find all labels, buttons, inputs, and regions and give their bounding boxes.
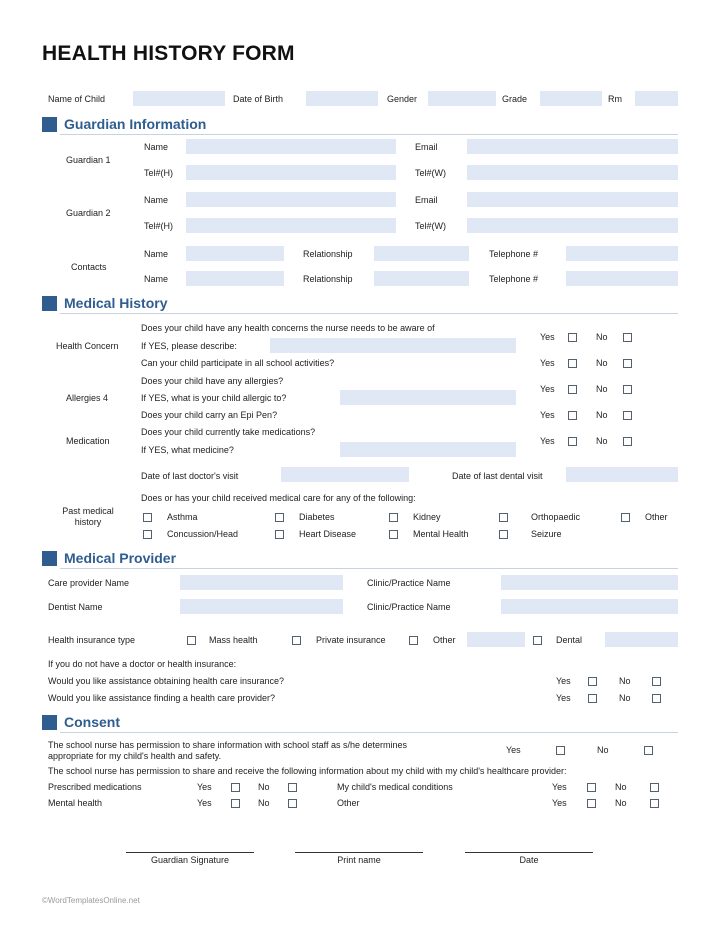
form-title: HEALTH HISTORY FORM (42, 42, 295, 65)
condition-label: Other (645, 512, 668, 522)
diabetes-checkbox[interactable] (275, 513, 284, 522)
describe-field[interactable] (270, 338, 516, 353)
q-epipen: Does your child carry an Epi Pen? (141, 410, 278, 420)
kidney-checkbox[interactable] (389, 513, 398, 522)
email-label: Email (415, 142, 438, 152)
contact2-relationship-field[interactable] (374, 271, 469, 286)
other-checkbox[interactable] (621, 513, 630, 522)
mental-health-label: Mental health (48, 798, 103, 808)
clinic-label: Clinic/Practice Name (367, 602, 451, 612)
footer-watermark: ©WordTemplatesOnline.net (42, 896, 140, 905)
rm-field[interactable] (635, 91, 678, 106)
child-name-field[interactable] (133, 91, 225, 106)
no-label: No (258, 798, 270, 808)
guardian2-email-field[interactable] (467, 192, 678, 207)
section-rule (60, 732, 678, 733)
allergies-label: Allergies 4 (66, 393, 109, 403)
section-marker (42, 715, 57, 730)
yes-label: Yes (540, 358, 555, 368)
consent-provider-text: The school nurse has permission to share and receive the following information about my child with my child's healthcare provider: (48, 766, 567, 776)
guardian-heading: Guardian Information (64, 116, 207, 132)
q-activities: Can your child participate in all school activities? (141, 358, 335, 368)
no-doctor-text: If you do not have a doctor or health insurance: (48, 659, 237, 669)
child-name-label: Name of Child (48, 94, 106, 104)
q-allergic-to: If YES, what is your child allergic to? (141, 393, 287, 403)
guardian1-label: Guardian 1 (66, 155, 111, 165)
q-allergies: Does your child have any allergies? (141, 376, 284, 386)
yes-label: Yes (540, 384, 555, 394)
asthma-checkbox[interactable] (143, 513, 152, 522)
activities-yes-checkbox[interactable] (568, 359, 577, 368)
doctor-visit-label: Date of last doctor's visit (141, 471, 239, 481)
yes-label: Yes (540, 436, 555, 446)
other-no-checkbox[interactable] (650, 799, 659, 808)
dental-label: Dental (556, 635, 583, 645)
date-line[interactable] (465, 852, 593, 853)
yes-label: Yes (556, 676, 571, 686)
no-label: No (596, 358, 608, 368)
tel-h-label: Tel#(H) (144, 168, 174, 178)
section-marker (42, 117, 57, 132)
email-label: Email (415, 195, 438, 205)
yes-label: Yes (552, 798, 567, 808)
epipen-no-checkbox[interactable] (623, 411, 632, 420)
no-label: No (596, 436, 608, 446)
gender-label: Gender (387, 94, 418, 104)
insurance-type-label: Health insurance type (48, 635, 136, 645)
dental-checkbox[interactable] (533, 636, 542, 645)
yes-label: Yes (506, 745, 521, 755)
print-name-label: Print name (337, 855, 381, 865)
name-label: Name (144, 195, 169, 205)
q-describe: If YES, please describe: (141, 341, 237, 351)
guardian-signature-label: Guardian Signature (150, 855, 230, 865)
allergic-to-field[interactable] (340, 390, 516, 405)
other-consent-label: Other (337, 798, 360, 808)
concern-no-checkbox[interactable] (623, 333, 632, 342)
no-label: No (258, 782, 270, 792)
dob-field[interactable] (306, 91, 378, 106)
condition-label: Mental Health (413, 529, 469, 539)
condition-label: Diabetes (299, 512, 335, 522)
activities-no-checkbox[interactable] (623, 359, 632, 368)
other-insurance-label: Other (433, 635, 456, 645)
section-marker (42, 551, 57, 566)
other-insurance-field[interactable] (467, 632, 525, 647)
no-label: No (596, 410, 608, 420)
consent-heading: Consent (64, 714, 120, 730)
conditions-label: My child's medical conditions (337, 782, 453, 792)
conditions-no-checkbox[interactable] (650, 783, 659, 792)
other-insurance-checkbox[interactable] (409, 636, 418, 645)
guardian1-name-field[interactable] (186, 139, 396, 154)
prescribed-yes-checkbox[interactable] (231, 783, 240, 792)
medications-no-checkbox[interactable] (623, 437, 632, 446)
grade-field[interactable] (540, 91, 602, 106)
insurance-yes-checkbox[interactable] (588, 677, 597, 686)
contact2-telephone-field[interactable] (566, 271, 678, 286)
guardian1-telw-field[interactable] (467, 165, 678, 180)
dental-visit-field[interactable] (566, 467, 678, 482)
care-provider-field[interactable] (180, 575, 343, 590)
q-what-med: If YES, what medicine? (141, 445, 234, 455)
private-insurance-checkbox[interactable] (292, 636, 301, 645)
condition-label: Orthopaedic (531, 512, 581, 522)
name-label: Name (144, 274, 169, 284)
allergies-yes-checkbox[interactable] (568, 385, 577, 394)
print-name-line[interactable] (295, 852, 423, 853)
date-label: Date (519, 855, 539, 865)
past-history-label: Past medical history (62, 506, 114, 527)
dentist-field[interactable] (180, 599, 343, 614)
dentist-label: Dentist Name (48, 602, 103, 612)
consent-staff-yes-checkbox[interactable] (556, 746, 565, 755)
mass-health-label: Mass health (209, 635, 258, 645)
no-label: No (615, 782, 627, 792)
condition-label: Concussion/Head (167, 529, 239, 539)
dental-field[interactable] (605, 632, 678, 647)
mental-yes-checkbox[interactable] (231, 799, 240, 808)
relationship-label: Relationship (303, 274, 353, 284)
mental-health-checkbox[interactable] (389, 530, 398, 539)
q-insurance: Would you like assistance obtaining health care insurance? (48, 676, 284, 686)
guardian2-telh-field[interactable] (186, 218, 396, 233)
contact1-telephone-field[interactable] (566, 246, 678, 261)
dental-visit-label: Date of last dental visit (452, 471, 543, 481)
medications-yes-checkbox[interactable] (568, 437, 577, 446)
rm-label: Rm (608, 94, 622, 104)
section-rule (60, 313, 678, 314)
clinic-label: Clinic/Practice Name (367, 578, 451, 588)
telephone-label: Telephone # (489, 249, 539, 259)
medical-heading: Medical History (64, 295, 168, 311)
consent-staff-no-checkbox[interactable] (644, 746, 653, 755)
concussion-checkbox[interactable] (143, 530, 152, 539)
mental-no-checkbox[interactable] (288, 799, 297, 808)
allergies-no-checkbox[interactable] (623, 385, 632, 394)
guardian2-name-field[interactable] (186, 192, 396, 207)
what-medicine-field[interactable] (340, 442, 516, 457)
no-label: No (615, 798, 627, 808)
dob-label: Date of Birth (233, 94, 284, 104)
health-concern-label: Health Concern (56, 341, 119, 351)
doctor-visit-field[interactable] (281, 467, 409, 482)
care-clinic-field[interactable] (501, 575, 678, 590)
heart-disease-checkbox[interactable] (275, 530, 284, 539)
concern-yes-checkbox[interactable] (568, 333, 577, 342)
care-provider-label: Care provider Name (48, 578, 130, 588)
conditions-yes-checkbox[interactable] (587, 783, 596, 792)
no-label: No (597, 745, 609, 755)
tel-h-label: Tel#(H) (144, 221, 174, 231)
q-concern: Does your child have any health concerns the nurse needs to be aware of (141, 323, 435, 333)
telephone-label: Telephone # (489, 274, 539, 284)
insurance-no-checkbox[interactable] (652, 677, 661, 686)
condition-label: Asthma (167, 512, 198, 522)
yes-label: Yes (552, 782, 567, 792)
private-insurance-label: Private insurance (316, 635, 386, 645)
name-label: Name (144, 142, 169, 152)
other-yes-checkbox[interactable] (587, 799, 596, 808)
provider-yes-checkbox[interactable] (588, 694, 597, 703)
contacts-label: Contacts (71, 262, 107, 272)
epipen-yes-checkbox[interactable] (568, 411, 577, 420)
gender-field[interactable] (428, 91, 496, 106)
condition-label: Seizure (531, 529, 562, 539)
no-label: No (619, 676, 631, 686)
q-provider: Would you like assistance finding a health care provider? (48, 693, 275, 703)
grade-label: Grade (502, 94, 528, 104)
no-label: No (596, 332, 608, 342)
consent-staff-text: The school nurse has permission to share information with school staff as s/he determines appropriate for my child's health and safety. (48, 740, 408, 761)
contact1-relationship-field[interactable] (374, 246, 469, 261)
orthopaedic-checkbox[interactable] (499, 513, 508, 522)
no-label: No (596, 384, 608, 394)
guardian1-email-field[interactable] (467, 139, 678, 154)
yes-label: Yes (197, 798, 212, 808)
contact1-name-field[interactable] (186, 246, 284, 261)
q-medications: Does your child currently take medications? (141, 427, 316, 437)
condition-label: Kidney (413, 512, 441, 522)
guardian2-label: Guardian 2 (66, 208, 111, 218)
section-rule (60, 568, 678, 569)
guardian1-telh-field[interactable] (186, 165, 396, 180)
section-rule (60, 134, 678, 135)
yes-label: Yes (540, 332, 555, 342)
tel-w-label: Tel#(W) (415, 221, 446, 231)
provider-heading: Medical Provider (64, 550, 177, 566)
no-label: No (619, 693, 631, 703)
relationship-label: Relationship (303, 249, 353, 259)
yes-label: Yes (197, 782, 212, 792)
section-marker (42, 296, 57, 311)
prescribed-no-checkbox[interactable] (288, 783, 297, 792)
seizure-checkbox[interactable] (499, 530, 508, 539)
dentist-clinic-field[interactable] (501, 599, 678, 614)
signature-line[interactable] (126, 852, 254, 853)
contact2-name-field[interactable] (186, 271, 284, 286)
yes-label: Yes (540, 410, 555, 420)
yes-label: Yes (556, 693, 571, 703)
prescribed-label: Prescribed medications (48, 782, 142, 792)
mass-health-checkbox[interactable] (187, 636, 196, 645)
tel-w-label: Tel#(W) (415, 168, 446, 178)
provider-no-checkbox[interactable] (652, 694, 661, 703)
condition-label: Heart Disease (299, 529, 357, 539)
q-received: Does or has your child received medical care for any of the following: (141, 493, 416, 503)
medication-label: Medication (66, 436, 110, 446)
name-label: Name (144, 249, 169, 259)
guardian2-telw-field[interactable] (467, 218, 678, 233)
